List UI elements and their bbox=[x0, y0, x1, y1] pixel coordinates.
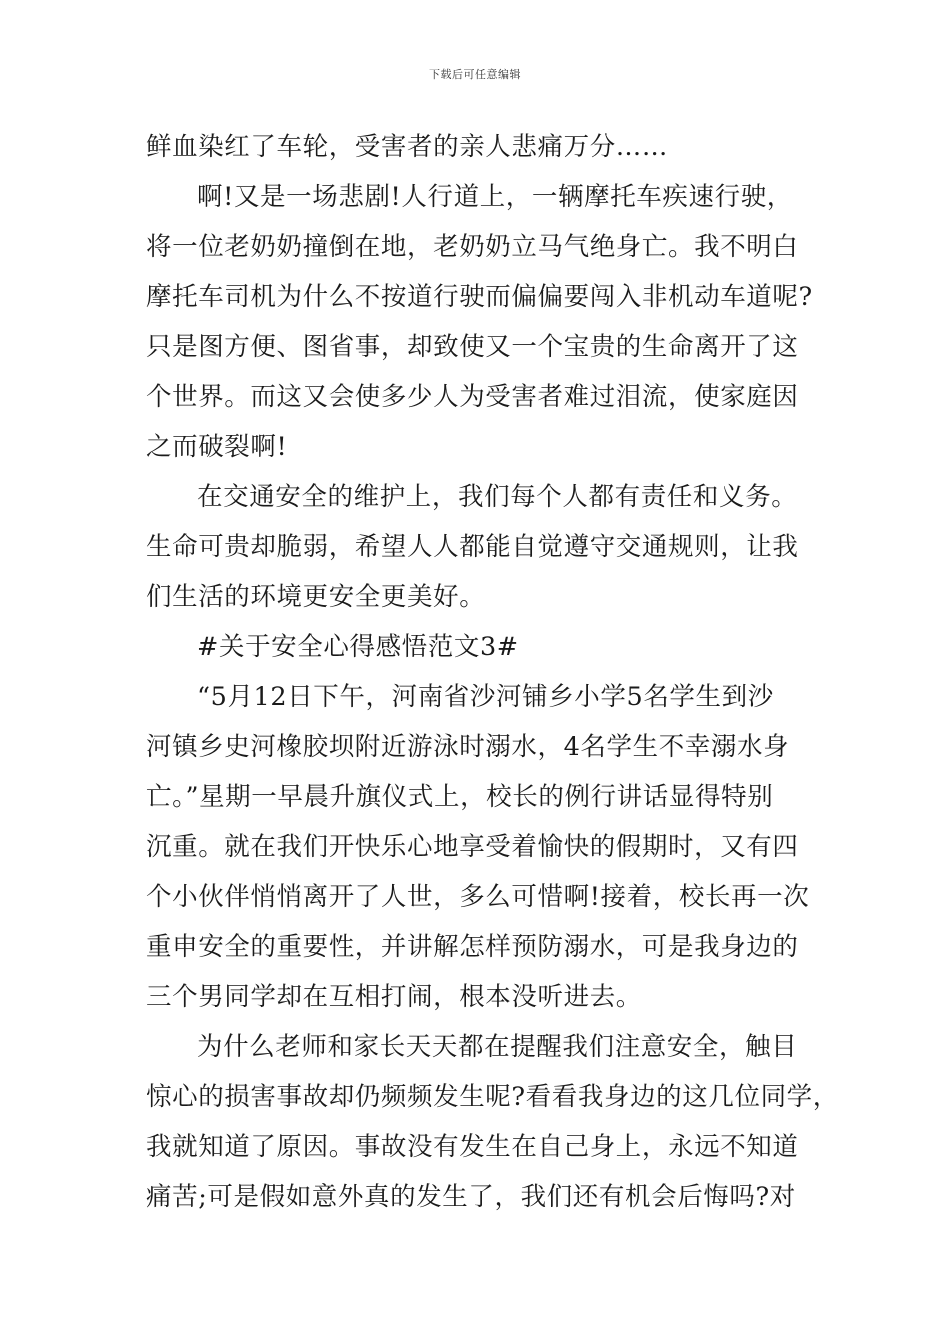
text-line: 沉重。就在我们开快乐心地享受着愉快的假期时，又有四 bbox=[146, 832, 799, 862]
text-line: 们生活的环境更安全更美好。 bbox=[146, 582, 486, 612]
text-line: 个小伙伴悄悄离开了人世，多么可惜啊!接着，校长再一次 bbox=[146, 882, 810, 912]
text-line: 河镇乡史河橡胶坝附近游泳时溺水，4名学生不幸溺水身 bbox=[146, 732, 790, 762]
paragraph-first-line: 为什么老师和家长天天都在提醒我们注意安全，触目 bbox=[197, 1032, 798, 1062]
text-line: 个世界。而这又会使多少人为受害者难过泪流，使家庭因 bbox=[146, 382, 799, 412]
text-line: 我就知道了原因。事故没有发生在自己身上，永远不知道 bbox=[146, 1132, 799, 1162]
text-line: 痛苦;可是假如意外真的发生了，我们还有机会后悔吗?对 bbox=[146, 1182, 796, 1212]
paragraph-first-line: 在交通安全的维护上，我们每个人都有责任和义务。 bbox=[197, 482, 798, 512]
text-line: 鲜血染红了车轮，受害者的亲人悲痛万分…… bbox=[146, 132, 669, 162]
text-line: 只是图方便、图省事，却致使又一个宝贵的生命离开了这 bbox=[146, 332, 799, 362]
text-line: 惊心的损害事故却仍频频发生呢?看看我身边的这几位同学， bbox=[146, 1082, 839, 1112]
section-heading: #关于安全心得感悟范文3# bbox=[197, 632, 519, 662]
text-line: 摩托车司机为什么不按道行驶而偏偏要闯入非机动车道呢? bbox=[146, 282, 813, 312]
text-line: 将一位老奶奶撞倒在地，老奶奶立马气绝身亡。我不明白 bbox=[146, 232, 799, 262]
text-line: 三个男同学却在互相打闹，根本没听进去。 bbox=[146, 982, 642, 1012]
text-line: 之而破裂啊! bbox=[146, 432, 288, 462]
paragraph-first-line: “5月12日下午，河南省沙河铺乡小学5名学生到沙 bbox=[197, 682, 774, 712]
document-body bbox=[146, 129, 839, 1229]
text-line: 生命可贵却脆弱，希望人人都能自觉遵守交通规则，让我 bbox=[146, 532, 799, 562]
text-line: 重申安全的重要性，并讲解怎样预防溺水，可是我身边的 bbox=[146, 932, 799, 962]
page-header: 下载后可任意编辑 bbox=[429, 68, 521, 81]
paragraph-first-line: 啊!又是一场悲剧!人行道上，一辆摩托车疾速行驶， bbox=[197, 182, 793, 212]
text-line: 亡。”星期一早晨升旗仪式上，校长的例行讲话显得特别 bbox=[146, 782, 774, 812]
